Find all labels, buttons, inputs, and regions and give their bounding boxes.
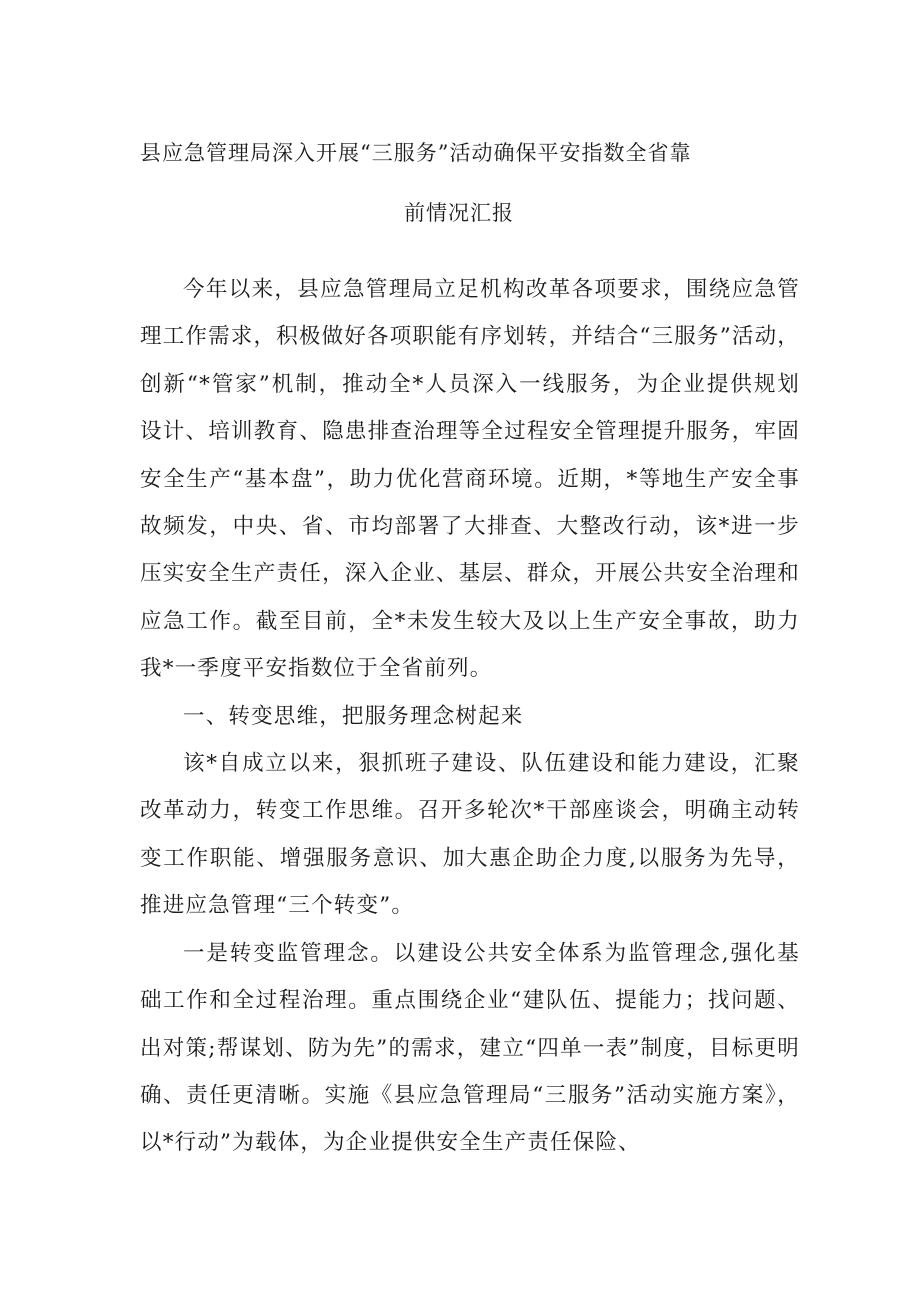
paragraph-point-1: 一是转变监管理念。以建设公共安全体系为监管理念,强化基础工作和全过程治理。重点围绕企业“建队伍、提能力；找问题、出对策;帮谋划、防为先”的需求，建立“四单一表”制度，目标更明确、责任更清晰。实施《县应急管理局“三服务”活动实施方案》，以*行动”为载体，为企业提供安全生产责任保险、 (140, 940, 800, 1156)
paragraph-section-1: 该*自成立以来，狠抓班子建设、队伍建设和能力建设，汇聚改革动力，转变工作思维。召开多轮次*干部座谈会，明确主动转变工作职能、增强服务意识、加大惠企助企力度,以服务为先导，推进应急管理“三个转变”。 (140, 751, 800, 919)
section-heading-1: 一、转变思维，把服务理念树起来 (183, 703, 524, 729)
document-title-line-2: 前情况汇报 (404, 201, 514, 225)
paragraph-intro: 今年以来，县应急管理局立足机构改革各项要求，围绕应急管理工作需求，积极做好各项职能有序划转，并结合“三服务”活动，创新“*管家”机制，推动全*人员深入一线服务，为企业提供规划设计、培训教育、隐患排查治理等全过程安全管理提升服务，牢固安全生产“基本盘”，助力优化营商环境。近期，*等地生产安全事故频发，中央、省、市均部署了大排查、大整改行动，该*进一步压实安全生产责任，深入企业、基层、群众，开展公共安全治理和应急工作。截至目前，全*未发生较大及以上生产安全事故，助力我*一季度平安指数位于全省前列。 (140, 277, 800, 682)
document-title-line-1: 县应急管理局深入开展“三服务”活动确保平安指数全省靠 (140, 141, 692, 165)
document-body (140, 266, 800, 1167)
